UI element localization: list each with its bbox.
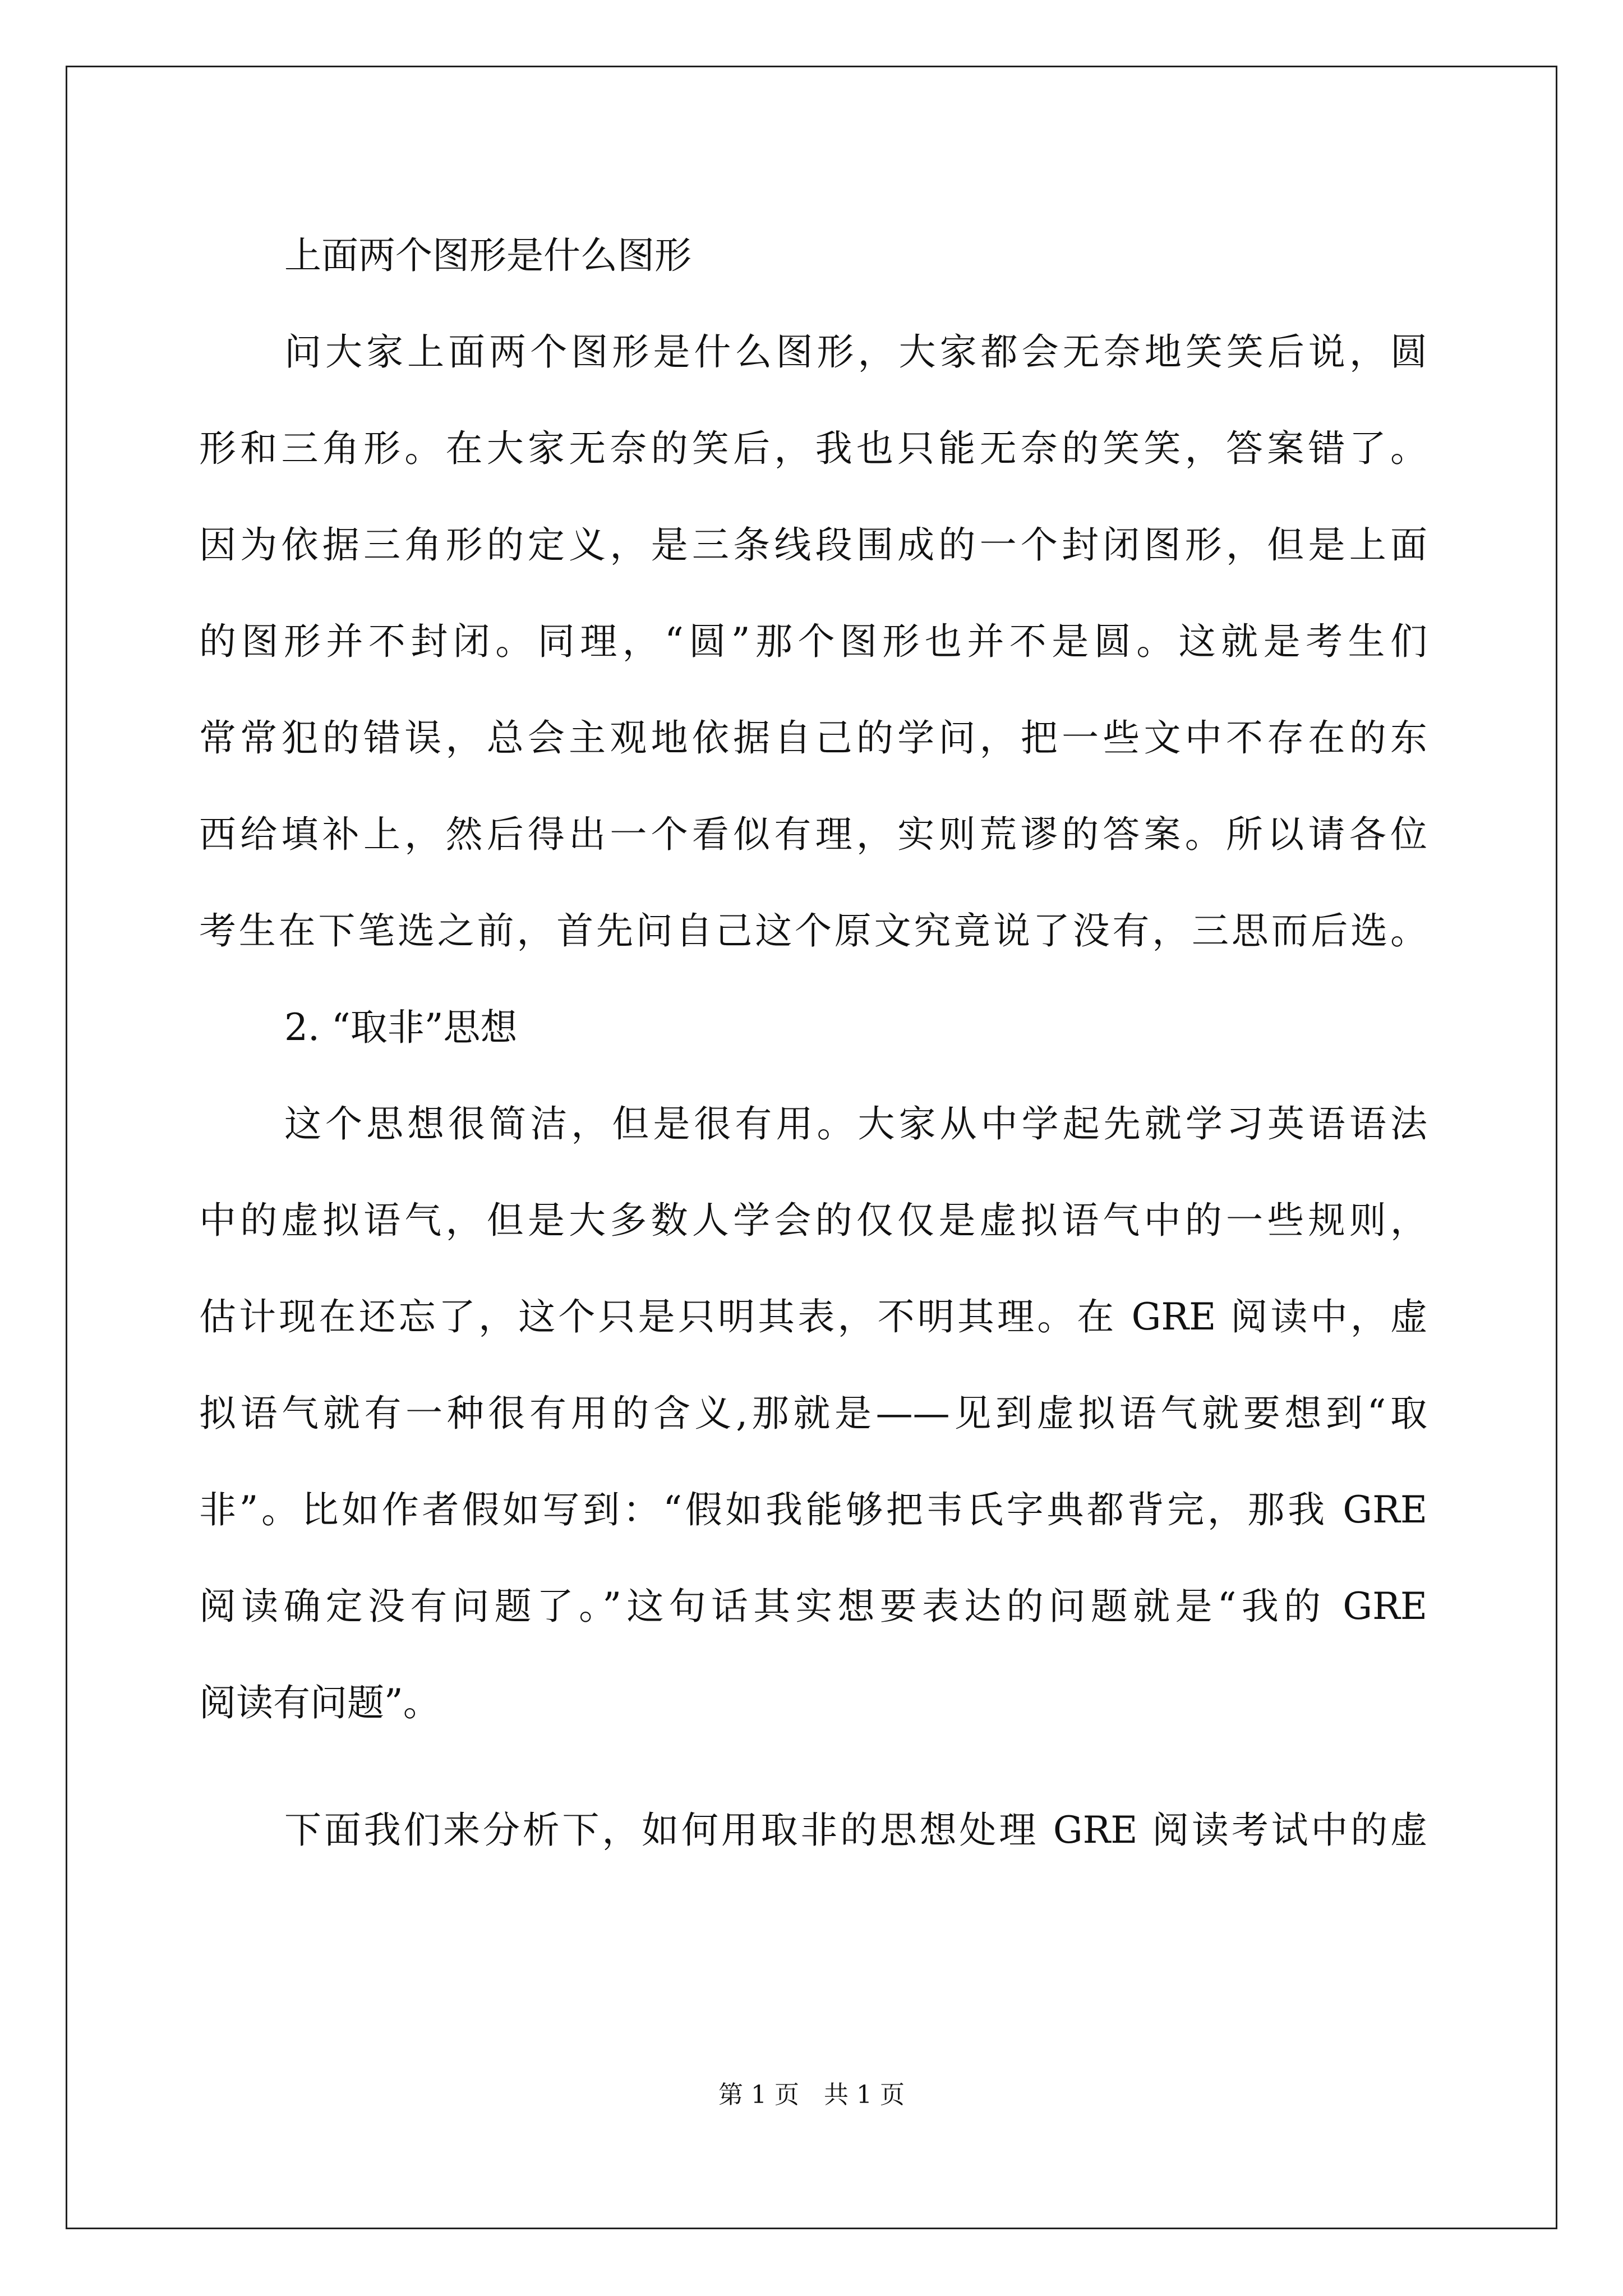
text-line: 中的虚拟语气，但是大多数人学会的仅仅是虚拟语气中的一些规则， xyxy=(199,1199,1427,1242)
text-line: 拟语气就有一种很有用的含义,那就是——见到虚拟语气就要想到“取 xyxy=(199,1392,1427,1435)
section-heading: 2. “取非”思想 xyxy=(284,1006,518,1049)
text-line: 形和三角形。在大家无奈的笑后，我也只能无奈的笑笑，答案错了。 xyxy=(199,427,1427,470)
text-line: 问大家上面两个图形是什么图形，大家都会无奈地笑笑后说，圆 xyxy=(284,330,1427,374)
page-footer xyxy=(0,2074,1623,2110)
text-line: 下面我们来分析下，如何用取非的思想处理 GRE 阅读考试中的虚 xyxy=(284,1809,1427,1852)
text-line: 非”。比如作者假如写到：“假如我能够把韦氏字典都背完，那我 GRE xyxy=(199,1488,1427,1531)
paragraph-heading: 上面两个图形是什么图形 xyxy=(284,234,691,277)
text-line: 这个思想很简洁，但是很有用。大家从中学起先就学习英语语法 xyxy=(284,1102,1427,1145)
text-line: 考生在下笔选之前，首先问自己这个原文究竟说了没有，三思而后选。 xyxy=(199,909,1427,953)
paragraph-gap xyxy=(199,1751,1427,1782)
text-line: 阅读确定没有问题了。”这句话其实想要表达的问题就是“我的 GRE xyxy=(199,1585,1427,1628)
text-line: 因为依据三角形的定义，是三条线段围成的一个封闭图形，但是上面 xyxy=(199,523,1427,567)
page-total: 共 1 页 xyxy=(824,2081,905,2109)
document-body xyxy=(199,208,1427,1879)
text-line: 的图形并不封闭。同理，“圆”那个图形也并不是圆。这就是考生们 xyxy=(199,620,1427,663)
text-line: 常常犯的错误，总会主观地依据自己的学问，把一些文中不存在的东 xyxy=(199,716,1427,760)
text-line: 阅读有问题”。 xyxy=(199,1681,440,1724)
page-number: 第 1 页 xyxy=(718,2081,799,2109)
text-line: 西给填补上，然后得出一个看似有理，实则荒谬的答案。所以请各位 xyxy=(199,813,1427,856)
text-line: 估计现在还忘了，这个只是只明其表，不明其理。在 GRE 阅读中，虚 xyxy=(199,1295,1427,1338)
